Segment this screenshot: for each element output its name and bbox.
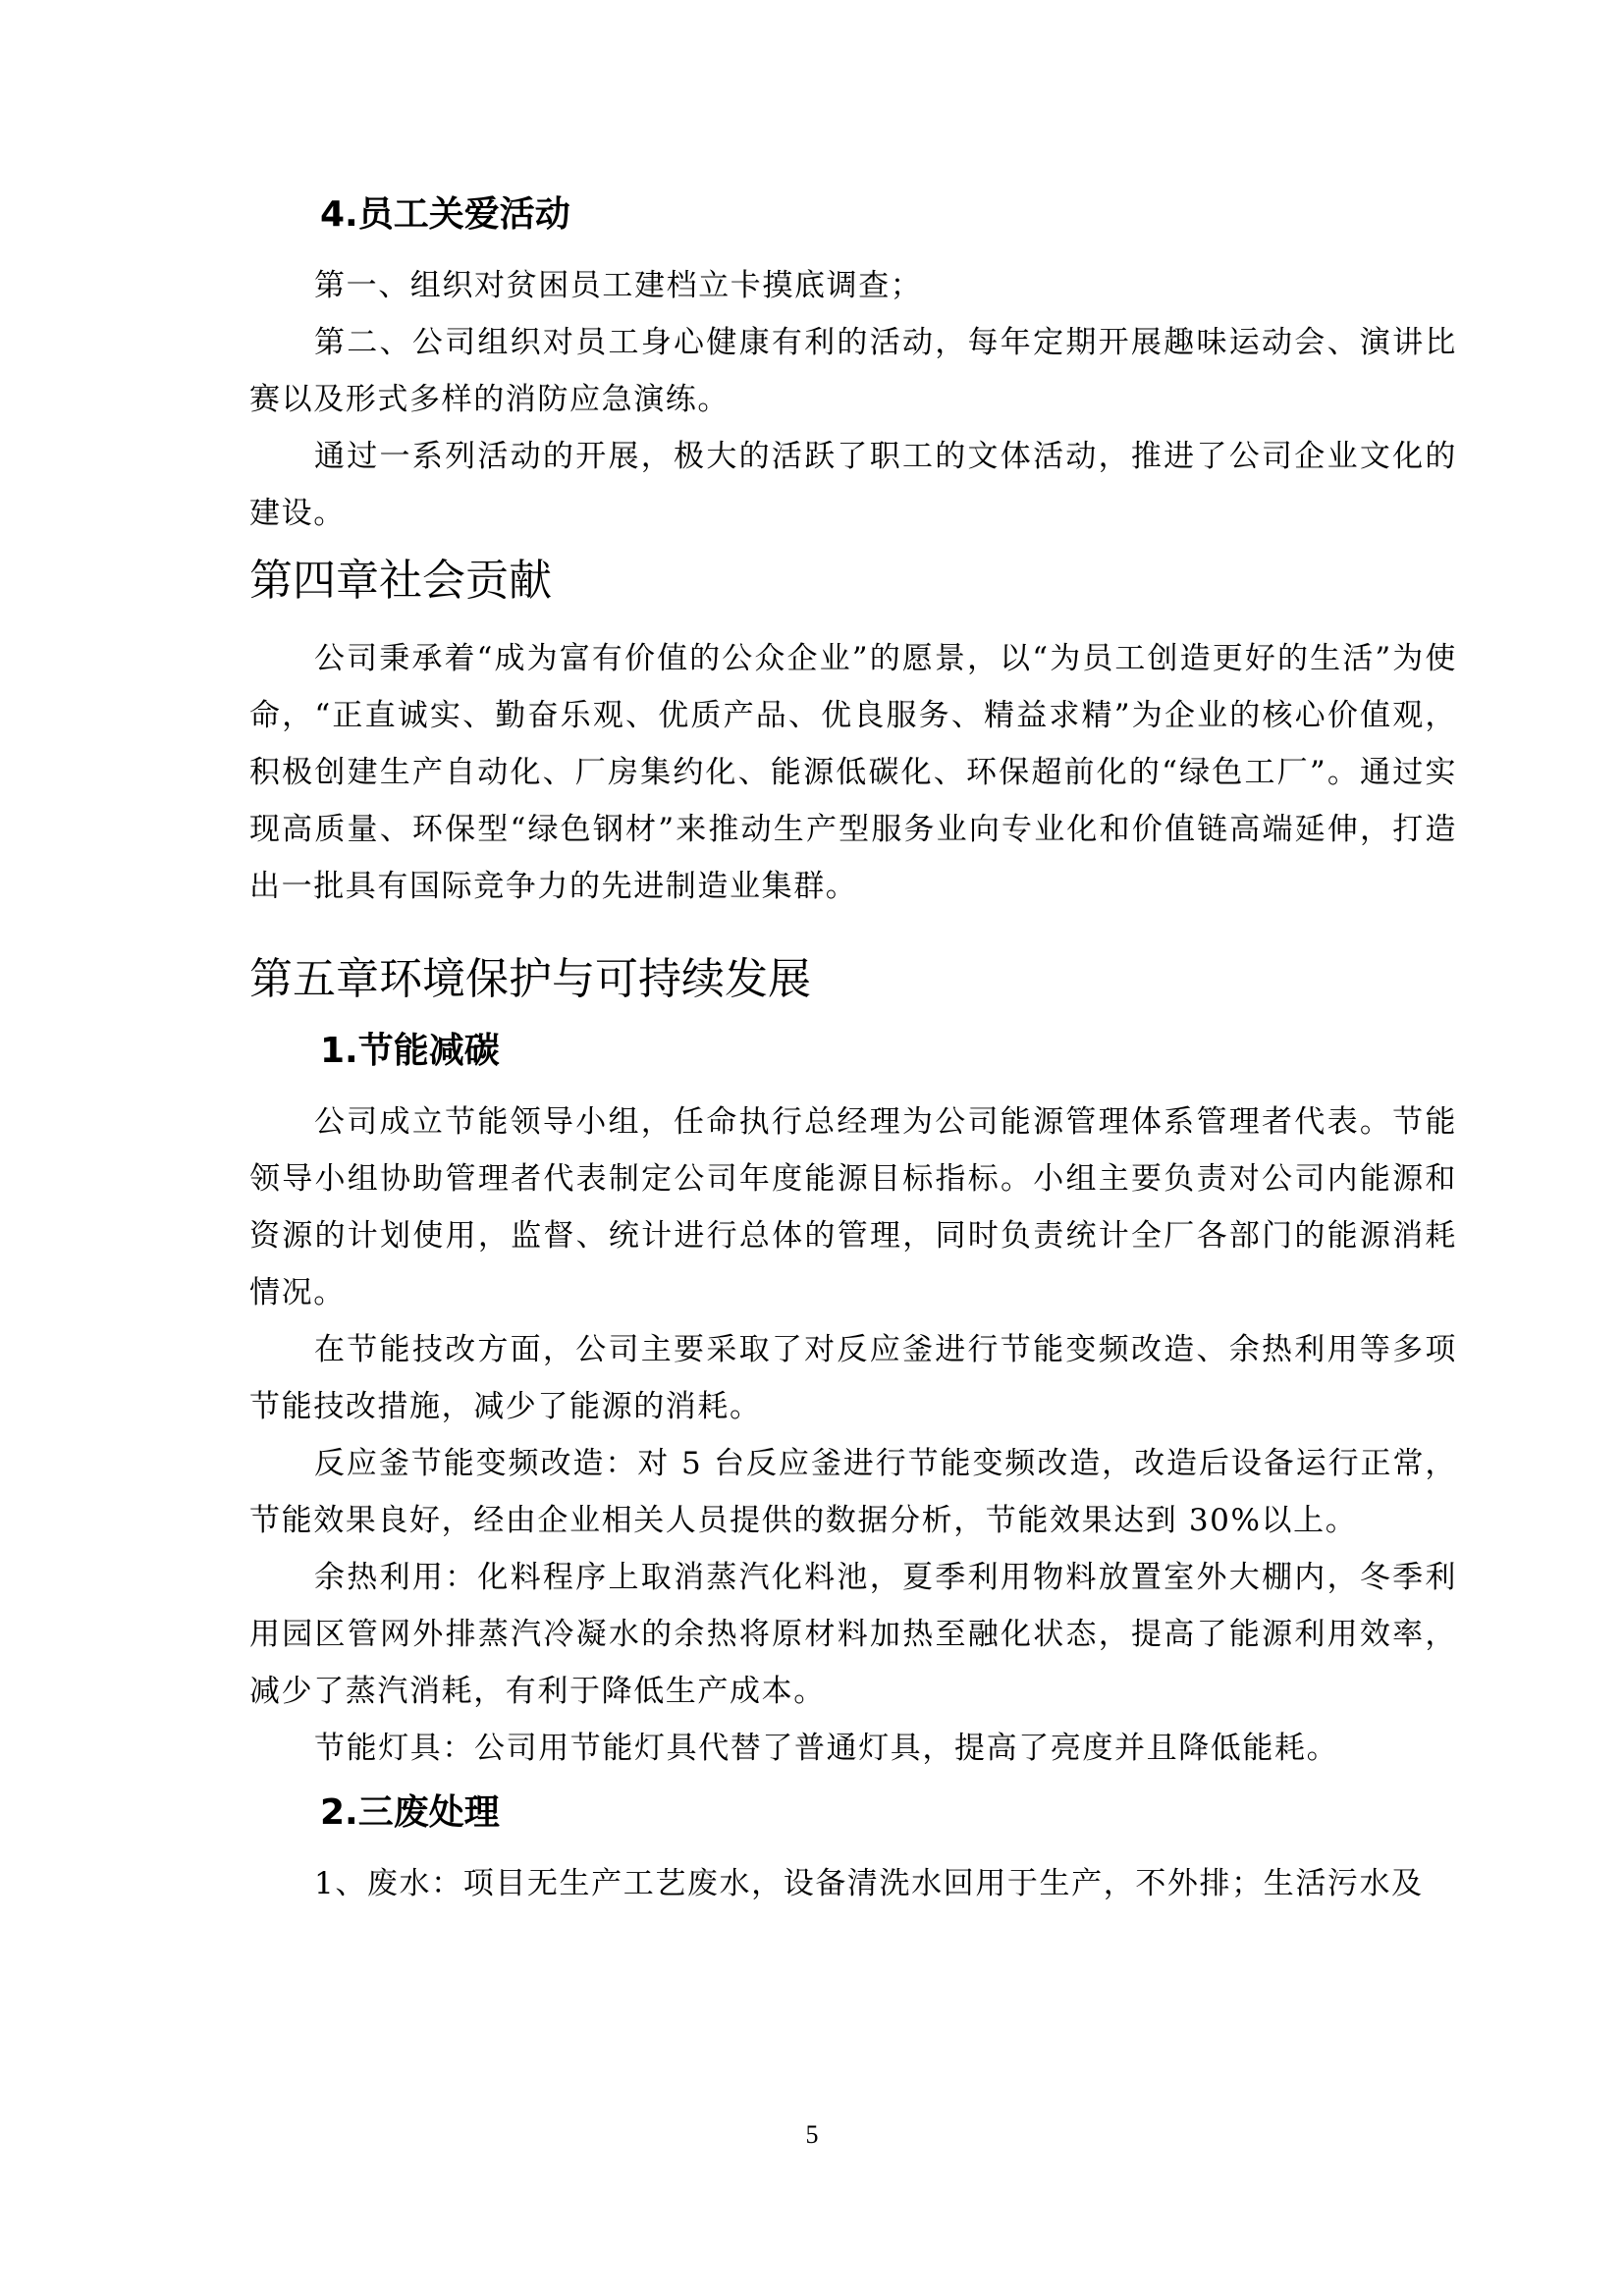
paragraph: 反应釜节能变频改造：对 5 台反应釜进行节能变频改造，改造后设备运行正常，节能效果良好，经由企业相关人员提供的数据分析，节能效果达到 30%以上。 bbox=[249, 1446, 1457, 1538]
page-content bbox=[249, 192, 1457, 1912]
paragraph: 第二、公司组织对员工身心健康有利的活动，每年定期开展趣味运动会、演讲比赛以及形式多样的消防应急演练。 bbox=[249, 325, 1457, 417]
section-heading-waste-treatment: 2.三废处理 bbox=[320, 1792, 500, 1833]
section-heading-energy-saving: 1.节能减碳 bbox=[320, 1031, 500, 1071]
paragraph: 余热利用：化料程序上取消蒸汽化料池，夏季利用物料放置室外大棚内，冬季利用园区管网外排蒸汽冷凝水的余热将原材料加热至融化状态，提高了能源利用效率，减少了蒸汽消耗，有利于降低生产成本。 bbox=[249, 1560, 1457, 1709]
paragraph: 1、废水：项目无生产工艺废水，设备清洗水回用于生产，不外排；生活污水及 bbox=[314, 1866, 1424, 1901]
paragraph: 通过一系列活动的开展，极大的活跃了职工的文体活动，推进了公司企业文化的建设。 bbox=[249, 439, 1457, 531]
chapter-title-social-contribution: 第四章社会贡献 bbox=[249, 556, 552, 606]
paragraph: 节能灯具：公司用节能灯具代替了普通灯具，提高了亮度并且降低能耗。 bbox=[314, 1731, 1339, 1766]
paragraph: 在节能技改方面，公司主要采取了对反应釜进行节能变频改造、余热利用等多项节能技改措施，减少了能源的消耗。 bbox=[249, 1332, 1457, 1424]
paragraph: 公司秉承着“成为富有价值的公众企业”的愿景，以“为员工创造更好的生活”为使命，“正直诚实、勤奋乐观、优质产品、优良服务、精益求精”为企业的核心价值观，积极创建生产自动化、厂房集约化、能源低碳化、环保超前化的“绿色工厂”。通过实现高质量、环保型“绿色钢材”来推动生产型服务业向专业化和价值链高端延伸，打造出一批具有国际竞争力的先进制造业集群。 bbox=[249, 641, 1457, 904]
chapter-title-environment: 第五章环境保护与可持续发展 bbox=[249, 954, 811, 1004]
page-number: 5 bbox=[805, 2120, 819, 2149]
paragraph: 公司成立节能领导小组，任命执行总经理为公司能源管理体系管理者代表。节能领导小组协助管理者代表制定公司年度能源目标指标。小组主要负责对公司内能源和资源的计划使用，监督、统计进行总体的管理，同时负责统计全厂各部门的能源消耗情况。 bbox=[249, 1104, 1457, 1310]
section-heading-employee-care: 4.员工关爱活动 bbox=[320, 194, 570, 235]
paragraph: 第一、组织对贫困员工建档立卡摸底调查； bbox=[314, 268, 923, 303]
